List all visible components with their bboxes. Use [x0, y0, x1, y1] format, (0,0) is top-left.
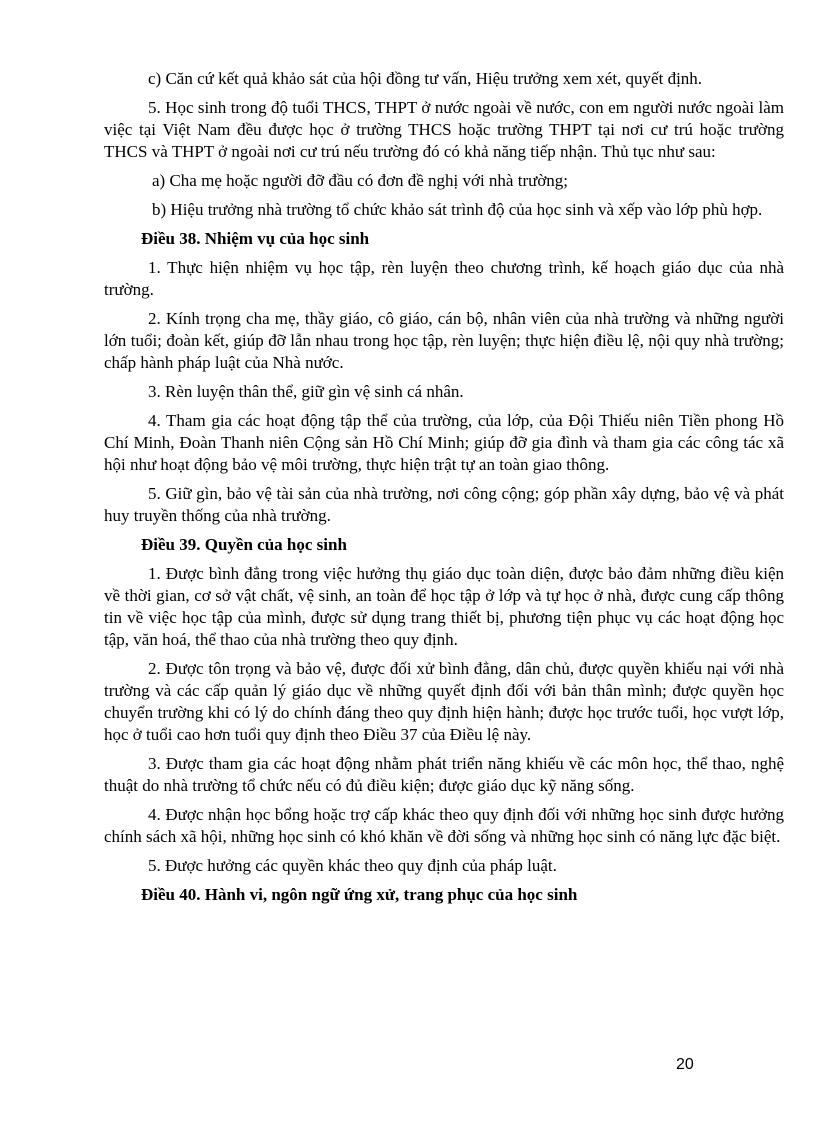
- article-39-item-2: 2. Được tôn trọng và bảo vệ, được đối xử bình đẳng, dân chủ, được quyền khiếu nại với nhà trường và các cấp quản lý giáo dục về những quyết định đối với bản thân mình; được quyền học chuyển trường khi có lý do chính đáng theo quy định hiện hành; được học trước tuổi, học vượt lớp, học ở tuổi cao hơn tuổi quy định theo Điều 37 của Điều lệ này.: [104, 659, 784, 744]
- article-38-item-2: 2. Kính trọng cha mẹ, thầy giáo, cô giáo, cán bộ, nhân viên của nhà trường và những người lớn tuổi; đoàn kết, giúp đỡ lẫn nhau trong học tập, rèn luyện; thực hiện điều lệ, nội quy nhà trường; chấp hành pháp luật của Nhà nước.: [104, 309, 784, 372]
- paragraph-item-b-placement: b) Hiệu trưởng nhà trường tổ chức khảo sát trình độ của học sinh và xếp vào lớp phù hợp.: [152, 200, 763, 219]
- article-39-heading: Điều 39. Quyền của học sinh: [141, 535, 347, 554]
- paragraph-item-a-application: a) Cha mẹ hoặc người đỡ đầu có đơn đề nghị với nhà trường;: [152, 171, 569, 190]
- article-40-heading: Điều 40. Hành vi, ngôn ngữ ứng xử, trang phục của học sinh: [141, 885, 578, 904]
- paragraph-item-5-overseas-students: 5. Học sinh trong độ tuổi THCS, THPT ở nước ngoài về nước, con em người nước ngoài làm việc tại Việt Nam đều được học ở trường THCS hoặc trường THPT tại nơi cư trú hoặc trường THCS và THPT ở ngoài nơi cư trú nếu trường đó có khả năng tiếp nhận. Thủ tục như sau:: [104, 98, 784, 161]
- paragraph-item-c-survey-result: c) Căn cứ kết quả khảo sát của hội đồng tư vấn, Hiệu trưởng xem xét, quyết định.: [148, 69, 703, 88]
- article-39-item-4: 4. Được nhận học bổng hoặc trợ cấp khác theo quy định đối với những học sinh được hưởng chính sách xã hội, những học sinh có khó khăn về đời sống và những học sinh có năng lực đặc biệt.: [104, 805, 784, 846]
- document-body: [104, 68, 784, 913]
- article-38-item-3: 3. Rèn luyện thân thể, giữ gìn vệ sinh cá nhân.: [148, 382, 464, 401]
- article-38-item-5: 5. Giữ gìn, bảo vệ tài sản của nhà trường, nơi công cộng; góp phần xây dựng, bảo vệ và phát huy truyền thống của nhà trường.: [104, 484, 784, 525]
- article-39-item-5: 5. Được hưởng các quyền khác theo quy định của pháp luật.: [148, 856, 557, 875]
- article-38-heading: Điều 38. Nhiệm vụ của học sinh: [141, 229, 370, 248]
- article-38-item-4: 4. Tham gia các hoạt động tập thể của trường, của lớp, của Đội Thiếu niên Tiền phong Hồ Chí Minh, Đoàn Thanh niên Cộng sản Hồ Chí Minh; giúp đỡ gia đình và tham gia các công tác xã hội như hoạt động bảo vệ môi trường, thực hiện trật tự an toàn giao thông.: [104, 411, 784, 474]
- article-39-item-3: 3. Được tham gia các hoạt động nhằm phát triển năng khiếu về các môn học, thể thao, nghệ thuật do nhà trường tổ chức nếu có đủ điều kiện; được giáo dục kỹ năng sống.: [104, 754, 784, 795]
- page-number: 20: [676, 1056, 694, 1073]
- article-39-item-1: 1. Được bình đẳng trong việc hưởng thụ giáo dục toàn diện, được bảo đảm những điều kiện về thời gian, cơ sở vật chất, vệ sinh, an toàn để học tập ở lớp và tự học ở nhà, được cung cấp thông tin về việc học tập của mình, được sử dụng trang thiết bị, phương tiện phục vụ các hoạt động học tập, văn hoá, thể thao của nhà trường theo quy định.: [104, 564, 784, 649]
- article-38-item-1: 1. Thực hiện nhiệm vụ học tập, rèn luyện theo chương trình, kế hoạch giáo dục của nhà trường.: [104, 258, 784, 299]
